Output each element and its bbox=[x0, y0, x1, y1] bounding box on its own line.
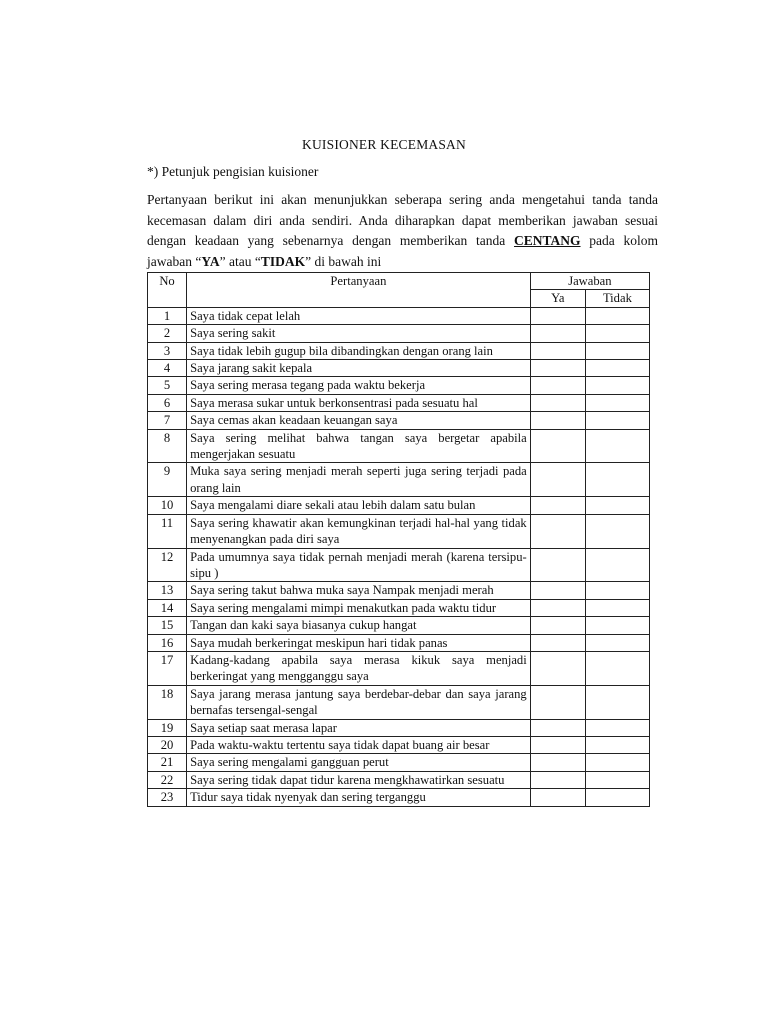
answer-tidak-cell[interactable] bbox=[585, 463, 649, 497]
row-number: 8 bbox=[148, 429, 187, 463]
answer-ya-cell[interactable] bbox=[530, 429, 585, 463]
question-text: Saya sering khawatir akan kemungkinan terjadi hal-hal yang tidak menyenangkan pada diri saya bbox=[187, 514, 531, 548]
questionnaire-body bbox=[148, 307, 650, 806]
table-row bbox=[148, 412, 650, 429]
question-text: Saya sering tidak dapat tidur karena mengkhawatirkan sesuatu bbox=[187, 771, 531, 788]
answer-ya-cell[interactable] bbox=[530, 463, 585, 497]
row-number: 18 bbox=[148, 685, 187, 719]
question-text: Saya sering melihat bahwa tangan saya bergetar apabila mengerjakan sesuatu bbox=[187, 429, 531, 463]
table-row bbox=[148, 463, 650, 497]
question-text: Saya merasa sukar untuk berkonsentrasi pada sesuatu hal bbox=[187, 394, 531, 411]
table-row bbox=[148, 617, 650, 634]
row-number: 9 bbox=[148, 463, 187, 497]
answer-ya-cell[interactable] bbox=[530, 412, 585, 429]
row-number: 12 bbox=[148, 548, 187, 582]
intro-option-tidak: TIDAK bbox=[260, 253, 306, 269]
answer-ya-cell[interactable] bbox=[530, 582, 585, 599]
answer-ya-cell[interactable] bbox=[530, 617, 585, 634]
answer-tidak-cell[interactable] bbox=[585, 412, 649, 429]
question-text: Saya sering merasa tegang pada waktu bekerja bbox=[187, 377, 531, 394]
table-row bbox=[148, 685, 650, 719]
answer-ya-cell[interactable] bbox=[530, 325, 585, 342]
row-number: 1 bbox=[148, 307, 187, 324]
answer-tidak-cell[interactable] bbox=[585, 307, 649, 324]
table-row bbox=[148, 599, 650, 616]
answer-tidak-cell[interactable] bbox=[585, 548, 649, 582]
intro-text-before: Pertanyaan berikut ini akan menunjukkan seberapa sering anda mengetahui tanda tanda kecemasan dalam diri anda sendiri. Anda diharapkan dapat memberikan jawaban sesuai dengan keadaan yang sebenarnya dengan memberikan tanda bbox=[147, 192, 658, 248]
table-row bbox=[148, 582, 650, 599]
question-text: Pada umumnya saya tidak pernah menjadi merah (karena tersipu-sipu ) bbox=[187, 548, 531, 582]
row-number: 10 bbox=[148, 497, 187, 514]
answer-ya-cell[interactable] bbox=[530, 719, 585, 736]
instruction-heading: *) Petunjuk pengisian kuisioner bbox=[147, 164, 319, 179]
answer-ya-cell[interactable] bbox=[530, 754, 585, 771]
table-row bbox=[148, 719, 650, 736]
intro-text-middle-1: pada kolom jawaban “ bbox=[147, 233, 658, 269]
row-number: 3 bbox=[148, 342, 187, 359]
table-row bbox=[148, 771, 650, 788]
answer-ya-cell[interactable] bbox=[530, 599, 585, 616]
question-text: Saya tidak lebih gugup bila dibandingkan dengan orang lain bbox=[187, 342, 531, 359]
table-row bbox=[148, 360, 650, 377]
page-title: KUISIONER KECEMASAN bbox=[302, 137, 466, 152]
questionnaire-table bbox=[147, 272, 650, 807]
question-text: Kadang-kadang apabila saya merasa kikuk saya menjadi berkeringat yang mengganggu saya bbox=[187, 651, 531, 685]
table-row bbox=[148, 394, 650, 411]
row-number: 7 bbox=[148, 412, 187, 429]
answer-ya-cell[interactable] bbox=[530, 360, 585, 377]
row-number: 2 bbox=[148, 325, 187, 342]
answer-tidak-cell[interactable] bbox=[585, 429, 649, 463]
answer-tidak-cell[interactable] bbox=[585, 754, 649, 771]
answer-tidak-cell[interactable] bbox=[585, 617, 649, 634]
answer-ya-cell[interactable] bbox=[530, 771, 585, 788]
intro-emphasis-word: CENTANG bbox=[514, 233, 581, 248]
answer-ya-cell[interactable] bbox=[530, 514, 585, 548]
table-row bbox=[148, 651, 650, 685]
question-text: Saya setiap saat merasa lapar bbox=[187, 719, 531, 736]
question-text: Saya jarang merasa jantung saya berdebar-debar dan saya jarang bernafas tersengal-sengal bbox=[187, 685, 531, 719]
row-number: 16 bbox=[148, 634, 187, 651]
intro-paragraph bbox=[147, 190, 658, 272]
answer-ya-cell[interactable] bbox=[530, 394, 585, 411]
table-row bbox=[148, 548, 650, 582]
row-number: 22 bbox=[148, 771, 187, 788]
answer-tidak-cell[interactable] bbox=[585, 685, 649, 719]
answer-tidak-cell[interactable] bbox=[585, 771, 649, 788]
answer-ya-cell[interactable] bbox=[530, 736, 585, 753]
table-row bbox=[148, 754, 650, 771]
header-tidak: Tidak bbox=[585, 290, 649, 307]
question-text: Saya mudah berkeringat meskipun hari tidak panas bbox=[187, 634, 531, 651]
answer-ya-cell[interactable] bbox=[530, 651, 585, 685]
question-text: Pada waktu-waktu tertentu saya tidak dapat buang air besar bbox=[187, 736, 531, 753]
table-row bbox=[148, 429, 650, 463]
answer-tidak-cell[interactable] bbox=[585, 497, 649, 514]
row-number: 6 bbox=[148, 394, 187, 411]
answer-tidak-cell[interactable] bbox=[585, 582, 649, 599]
question-text: Saya mengalami diare sekali atau lebih dalam satu bulan bbox=[187, 497, 531, 514]
table-row bbox=[148, 377, 650, 394]
answer-tidak-cell[interactable] bbox=[585, 736, 649, 753]
intro-text-middle-2: ” atau “ bbox=[219, 253, 261, 269]
answer-tidak-cell[interactable] bbox=[585, 599, 649, 616]
answer-ya-cell[interactable] bbox=[530, 342, 585, 359]
question-text: Saya sering mengalami mimpi menakutkan pada waktu tidur bbox=[187, 599, 531, 616]
answer-tidak-cell[interactable] bbox=[585, 651, 649, 685]
answer-tidak-cell[interactable] bbox=[585, 377, 649, 394]
intro-option-ya: YA bbox=[201, 253, 220, 269]
question-text: Tidur saya tidak nyenyak dan sering terganggu bbox=[187, 789, 531, 806]
question-text: Tangan dan kaki saya biasanya cukup hangat bbox=[187, 617, 531, 634]
row-number: 13 bbox=[148, 582, 187, 599]
row-number: 4 bbox=[148, 360, 187, 377]
table-row bbox=[148, 325, 650, 342]
answer-ya-cell[interactable] bbox=[530, 307, 585, 324]
question-text: Saya sering takut bahwa muka saya Nampak menjadi merah bbox=[187, 582, 531, 599]
question-text: Saya sering mengalami gangguan perut bbox=[187, 754, 531, 771]
row-number: 5 bbox=[148, 377, 187, 394]
header-answer: Jawaban bbox=[530, 273, 649, 290]
answer-ya-cell[interactable] bbox=[530, 685, 585, 719]
question-text: Saya sering sakit bbox=[187, 325, 531, 342]
row-number: 11 bbox=[148, 514, 187, 548]
question-text: Saya cemas akan keadaan keuangan saya bbox=[187, 412, 531, 429]
row-number: 15 bbox=[148, 617, 187, 634]
table-row bbox=[148, 634, 650, 651]
table-row bbox=[148, 514, 650, 548]
row-number: 23 bbox=[148, 789, 187, 806]
answer-tidak-cell[interactable] bbox=[585, 342, 649, 359]
answer-tidak-cell[interactable] bbox=[585, 789, 649, 806]
answer-ya-cell[interactable] bbox=[530, 548, 585, 582]
row-number: 20 bbox=[148, 736, 187, 753]
intro-text-after: ” di bawah ini bbox=[305, 253, 382, 269]
table-row bbox=[148, 307, 650, 324]
question-text: Muka saya sering menjadi merah seperti juga sering terjadi pada orang lain bbox=[187, 463, 531, 497]
answer-tidak-cell[interactable] bbox=[585, 634, 649, 651]
answer-ya-cell[interactable] bbox=[530, 634, 585, 651]
header-no: No bbox=[148, 273, 187, 308]
answer-ya-cell[interactable] bbox=[530, 497, 585, 514]
row-number: 21 bbox=[148, 754, 187, 771]
answer-tidak-cell[interactable] bbox=[585, 394, 649, 411]
header-question: Pertanyaan bbox=[187, 273, 531, 308]
table-row bbox=[148, 736, 650, 753]
table-row bbox=[148, 497, 650, 514]
question-text: Saya tidak cepat lelah bbox=[187, 307, 531, 324]
answer-tidak-cell[interactable] bbox=[585, 325, 649, 342]
row-number: 17 bbox=[148, 651, 187, 685]
answer-ya-cell[interactable] bbox=[530, 789, 585, 806]
row-number: 14 bbox=[148, 599, 187, 616]
answer-tidak-cell[interactable] bbox=[585, 360, 649, 377]
answer-tidak-cell[interactable] bbox=[585, 514, 649, 548]
table-row bbox=[148, 342, 650, 359]
table-row bbox=[148, 789, 650, 806]
answer-ya-cell[interactable] bbox=[530, 377, 585, 394]
answer-tidak-cell[interactable] bbox=[585, 719, 649, 736]
header-ya: Ya bbox=[530, 290, 585, 307]
row-number: 19 bbox=[148, 719, 187, 736]
question-text: Saya jarang sakit kepala bbox=[187, 360, 531, 377]
